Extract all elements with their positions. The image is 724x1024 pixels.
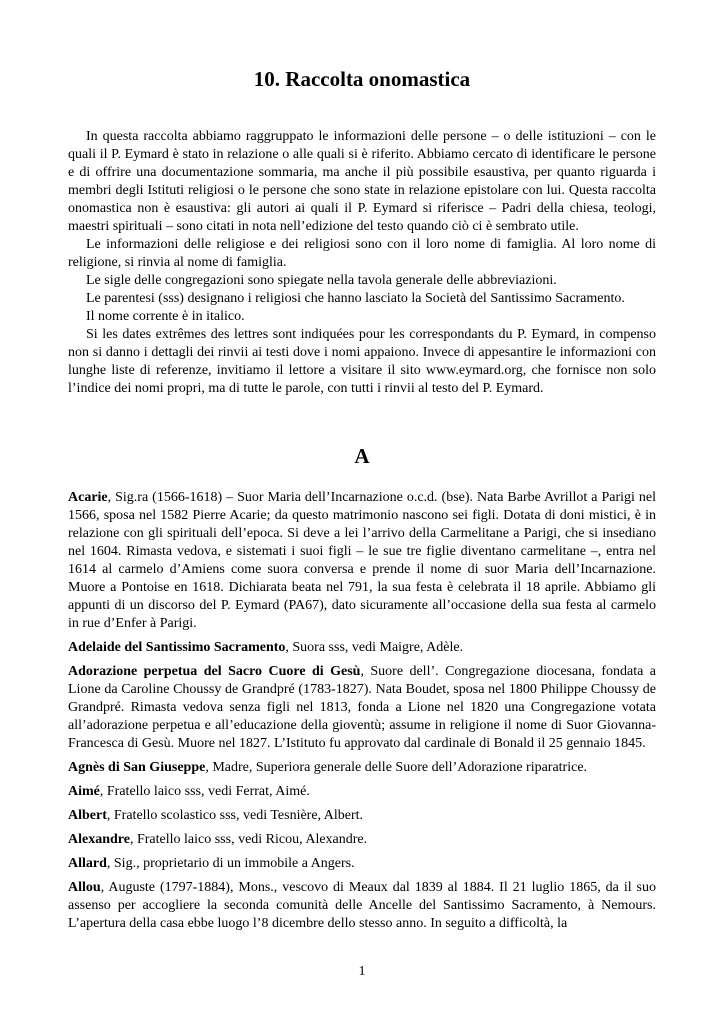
entry-name: Agnès di San Giuseppe <box>68 760 206 775</box>
entry-text: , Sig., proprietario di un immobile a Angers. <box>106 856 355 871</box>
entry-list <box>68 489 656 933</box>
entry-albert <box>68 807 656 825</box>
entry-name: Allou <box>68 880 101 895</box>
intro-paragraph: In questa raccolta abbiamo raggruppato le informazioni delle persone – o delle istituzioni – con le quali il P. Eymard è stato in relazione o alle quali si è riferito. Abbiamo cercato di identificare le persone e di offrire una documentazione sommaria, ma anche il più possibile esaustiva, per quanto riguarda i membri degli Istituti religiosi o le persone che sono state in relazione epistolare con lui. Questa raccolta onomastica non è esaustiva: gli autori ai quali il P. Eymard si riferisce – Padri della chiesa, teologi, maestri spirituali – sono citati in nota nell’edizione del testo quando ciò ci è sembrato utile. <box>68 129 656 234</box>
entry-acarie <box>68 489 656 633</box>
intro-paragraph: Il nome corrente è in italico. <box>86 309 245 324</box>
entry-name: Adorazione perpetua del Sacro Cuore di Gesù <box>68 664 361 679</box>
page-title: 10. Raccolta onomastica <box>253 67 471 91</box>
entry-allou <box>68 879 656 933</box>
intro-paragraph: Le parentesi (sss) designano i religiosi che hanno lasciato la Società del Santissimo Sacramento. <box>86 291 625 306</box>
entry-adorazione-perpetua <box>68 663 656 753</box>
intro-section <box>68 128 656 398</box>
entry-name: Aimé <box>68 784 100 799</box>
intro-paragraph: Si les dates extrêmes des lettres sont indiquées pour les correspondants du P. Eymard, in compenso non si danno i dettagli dei rinvii ai testi dove i nomi appaiono. Invece di appesantire le informazioni con lunghe liste di referenze, invitiamo il lettore a visitare il sito www.eymard.org, che fornisce non solo l’indice dei nomi propri, ma di tutte le parole, con tutti i rinvii al testo del P. Eymard. <box>68 327 656 396</box>
entry-text: , Fratello scolastico sss, vedi Tesnière, Albert. <box>106 808 364 823</box>
entry-text: , Auguste (1797-1884), Mons., vescovo di Meaux dal 1839 al 1884. Il 21 luglio 1865, da il suo assenso per accogliere la seconda comunità delle Ancelle del Santissimo Sacramento, à Nemours. L’apertura della casa ebbe luogo l’8 dicembre dello stesso anno. In seguito a difficoltà, la <box>68 880 656 931</box>
entry-text: , Madre, Superiora generale delle Suore dell’Adorazione riparatrice. <box>205 760 588 775</box>
entry-text: , Fratello laico sss, vedi Ricou, Alexandre. <box>129 832 368 847</box>
entry-text: , Suora sss, vedi Maigre, Adèle. <box>285 640 464 655</box>
entry-aime <box>68 783 656 801</box>
entry-text: , Fratello laico sss, vedi Ferrat, Aimé. <box>99 784 310 799</box>
entry-alexandre <box>68 831 656 849</box>
entry-text: , Sig.ra (1566-1618) – Suor Maria dell’Incarnazione o.c.d. (bse). Nata Barbe Avrillot a Parigi nel 1566, sposa nel 1582 Pierre Acarie; da questo matrimonio nascono sei figli. Dotata di doni mistici, è in relazione con gli spirituali dell’epoca. Si deve a lei l’arrivo della Carmelitane a Parigi, che si insediano nel 1604. Rimasta vedova, e sistemati i suoi figli – le sue tre figlie diventano carmelitane –, entra nel 1614 al carmelo d’Amiens come suora conversa e prende il nome di suor Maria dell’Incarnazione. Muore a Pontoise en 1618. Dichiarata beata nel 791, la sua festa è celebrata il 18 aprile. Abbiamo gli appunti di un discorso del P. Eymard (PA67), dato sicuramente all’occasione della sua festa al carmelo in rue d’Enfer à Parigi. <box>68 490 656 631</box>
section-letter-heading: A <box>354 444 370 468</box>
entry-agnes <box>68 759 656 777</box>
entry-name: Acarie <box>68 490 108 505</box>
entry-name: Allard <box>68 856 107 871</box>
page-number: 1 <box>358 964 366 979</box>
entry-adelaide <box>68 639 656 657</box>
intro-paragraph: Le informazioni delle religiose e dei religiosi sono con il loro nome di famiglia. Al loro nome di religione, si rinvia al nome di famiglia. <box>68 237 656 270</box>
entry-name: Albert <box>68 808 107 823</box>
entry-name: Adelaide del Santissimo Sacramento <box>68 640 286 655</box>
entry-text: , Suore dell’. Congregazione diocesana, fondata a Lione da Caroline Choussy de Grandpré (1783-1827). Nata Boudet, sposa nel 1800 Philippe Choussy de Grandpré. Rimasta vedova senza figli nel 1813, fonda a Lione nel 1820 una Congregazione votata all’adorazione perpetua e all’educazione della gioventù; assume in religione il nome di Suor Giovanna-Francesca di Gesù. Muore nel 1827. L’Istituto fu approvato dal cardinale di Bonald il 25 gennaio 1845. <box>68 664 657 751</box>
entry-allard <box>68 855 656 873</box>
intro-paragraph: Le sigle delle congregazioni sono spiegate nella tavola generale delle abbreviazioni. <box>86 273 557 288</box>
entry-name: Alexandre <box>68 832 130 847</box>
